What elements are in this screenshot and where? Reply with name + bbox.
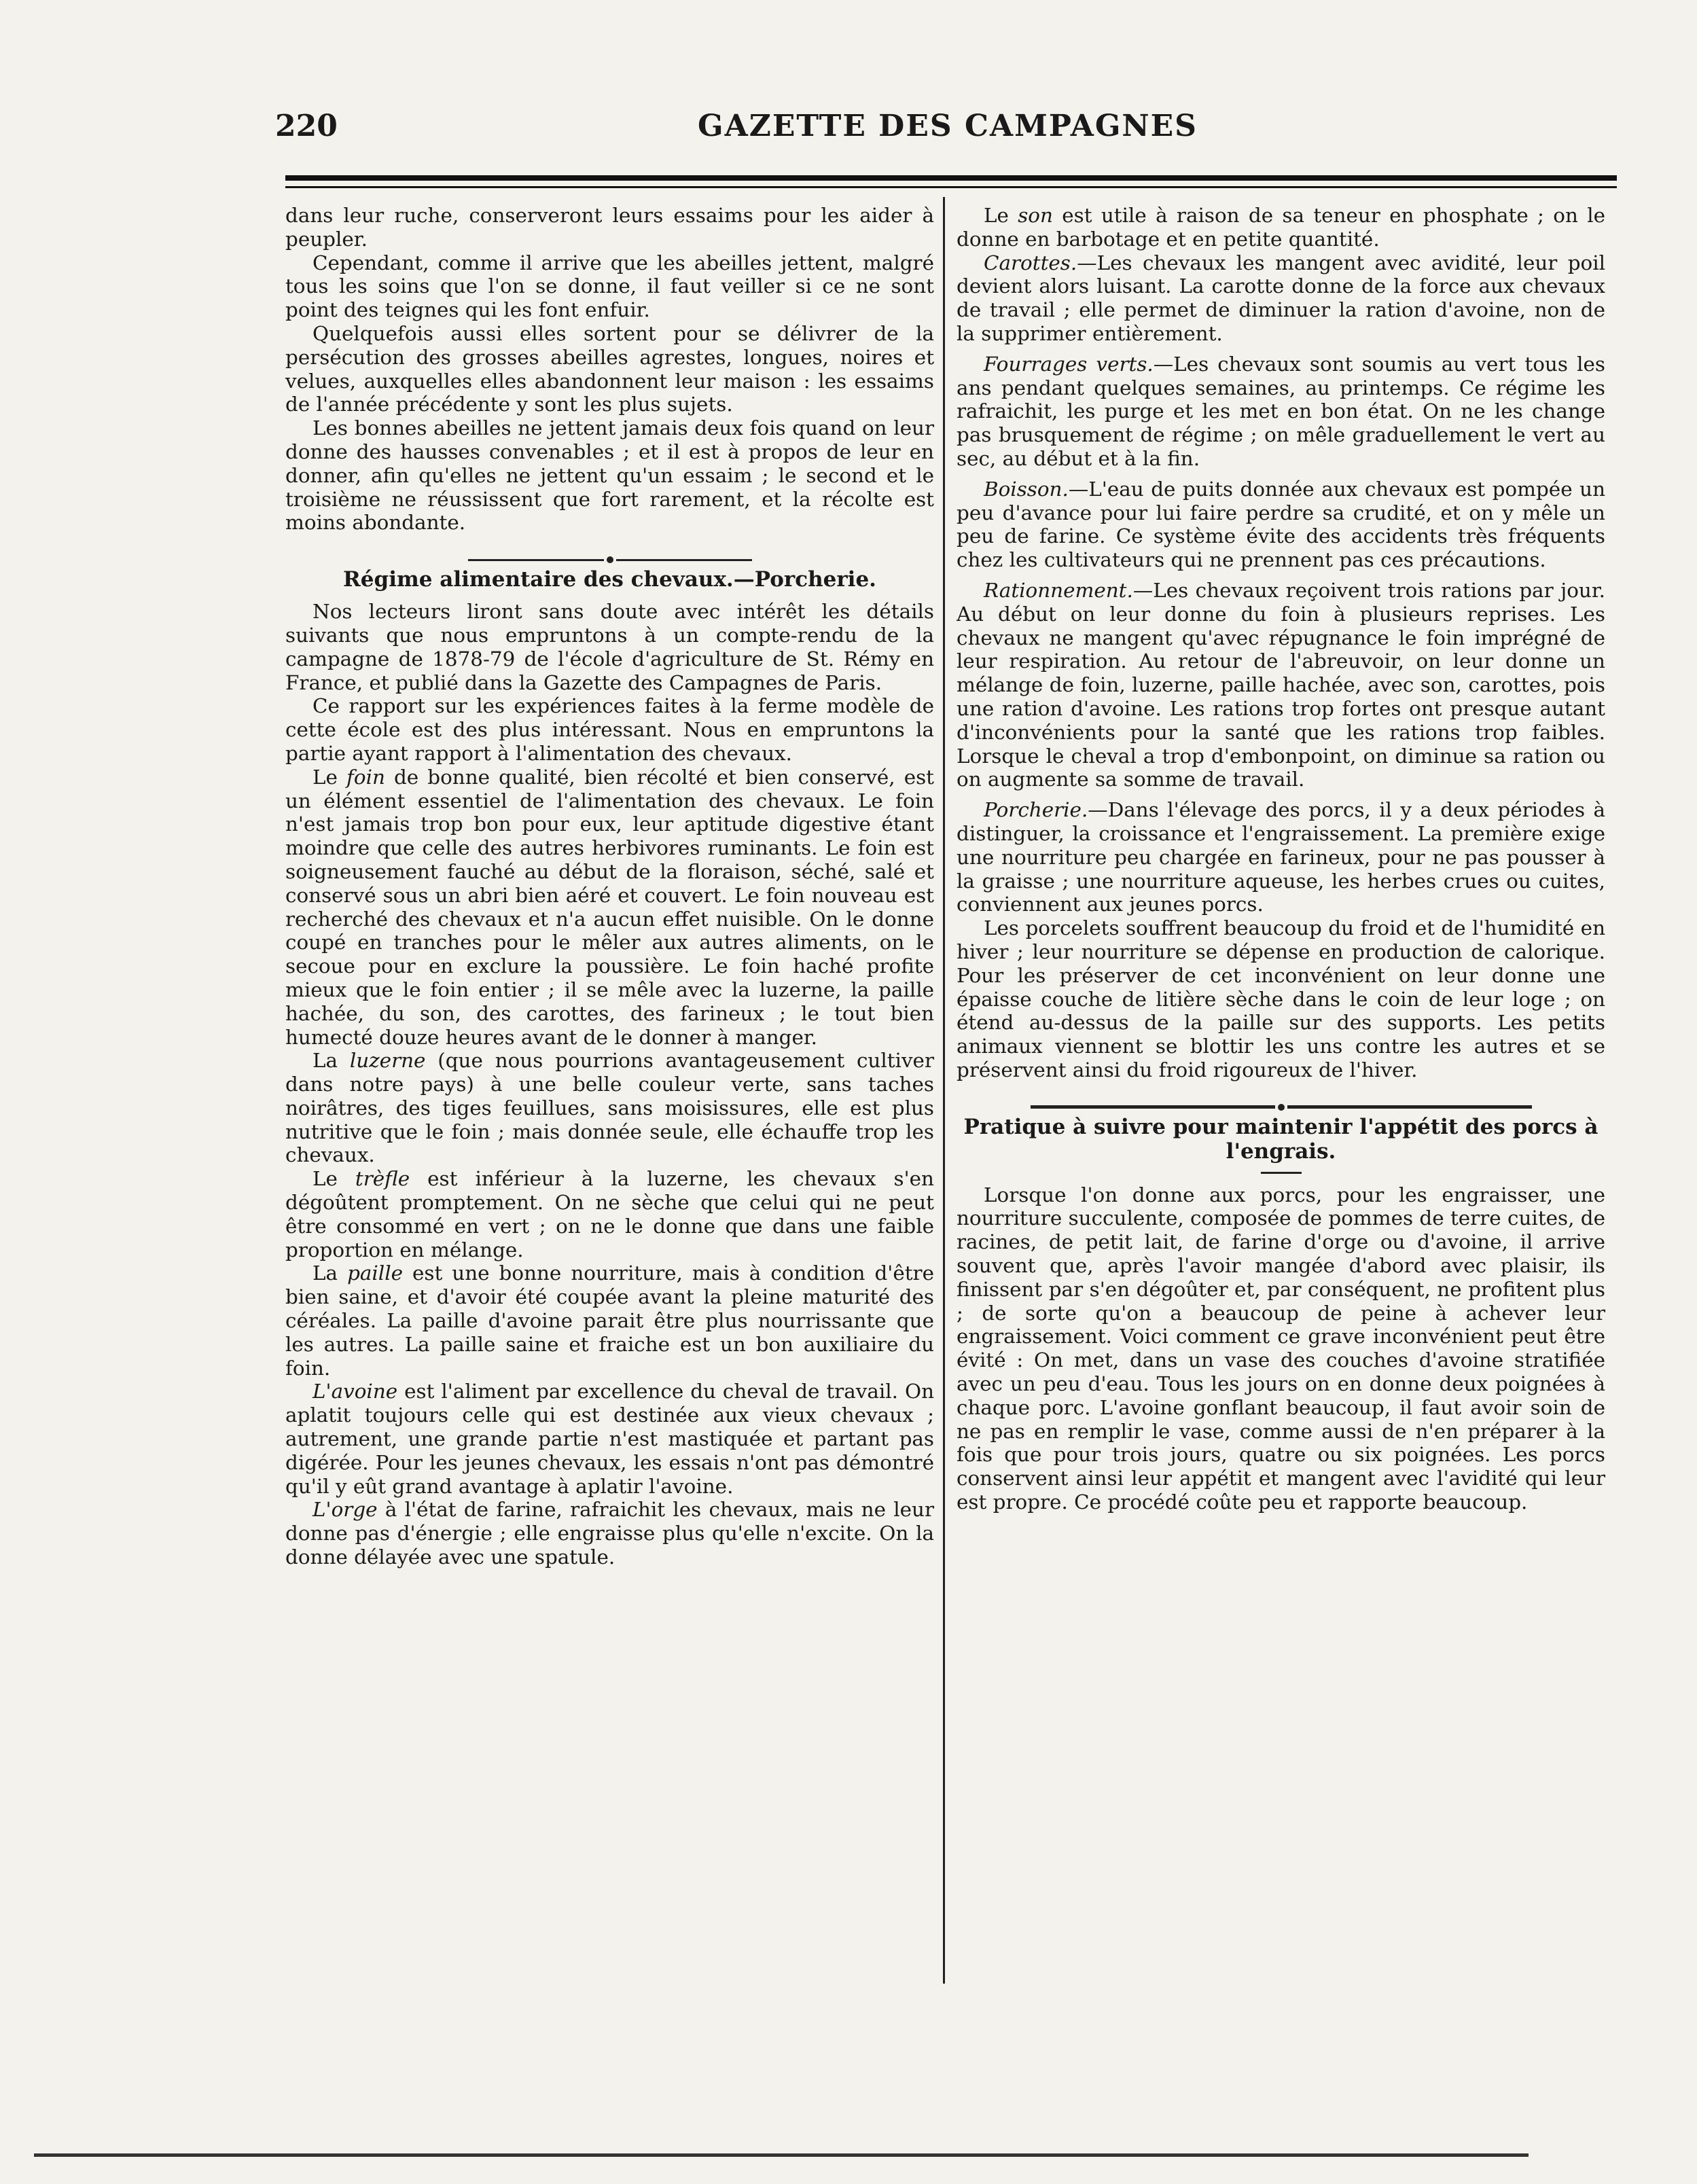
paragraph: Carottes.—Les chevaux les mangent avec avidité, leur poil devient alors luisant. La carotte donne de la force aux chevaux de travail ; elle permet de diminuer la ration d'avoine, non de la supprimer entièrement. [957,251,1605,345]
column-divider [943,197,945,1984]
paragraph: Nos lecteurs liront sans doute avec intérêt les détails suivants que nous empruntons à un compte-rendu de la campagne de 1878-79 de l'école d'agriculture de St. Rémy en France, et publié dans la Gazette des Campagnes de Paris. [285,600,934,694]
paragraph: Fourrages verts.—Les chevaux sont soumis au vert tous les ans pendant quelques semaines, au printemps. Ce régime les rafraichit, les purge et les met en bon état. On ne les change pas brusquement de régime ; on mêle graduellement le vert au sec, au début et à la fin. [957,352,1605,470]
header-rule-thin [285,186,1617,188]
term: Rationnement. [984,578,1133,602]
paragraph: La paille est une bonne nourriture, mais à condition d'être bien saine, et d'avoir été coupée avant la pleine maturité des céréales. La paille d'avoine parait être plus nourrissante que les autres. La paille saine et fraiche est un bon auxiliaire du foin. [285,1261,935,1380]
section-heading: Régime alimentaire des chevaux.—Porcherie. [343,567,876,592]
paragraph: Porcherie.—Dans l'élevage des porcs, il y a deux périodes à distinguer, la croissance et l'engraissement. La première exige une nourriture peu chargée en farineux, pour ne pas pousser à la graisse ; une nourriture aqueuse, les herbes crues ou cuites, conviennent aux jeunes porcs. [957,798,1605,916]
footer-rule [34,2153,1529,2157]
paragraph: Boisson.—L'eau de puits donnée aux chevaux est pompée un peu d'avance pour lui faire perdre sa crudité, et on y mêle un peu de farine. Ce système évite des accidents très fréquents chez les cultivateurs qui ne prennent pas ces précautions. [957,477,1605,572]
paragraph: Les bonnes abeilles ne jettent jamais deux fois quand on leur donne des hausses convenables ; et il est à propos de leur en donner, afin qu'elles ne jettent qu'un essaim ; le second et le troisième ne réussissent que fort rarement, et la récolte est moins abondante. [285,416,934,535]
term: paille [347,1261,403,1285]
heading-rule [1261,1172,1302,1174]
term: luzerne [349,1049,426,1073]
paragraph: Le son est utile à raison de sa teneur en phosphate ; on le donne en barbotage et en petite quantité. [957,204,1605,251]
paragraph: Le foin de bonne qualité, bien récolté et bien conservé, est un élément essentiel de l'alimentation des chevaux. Le foin n'est jamais trop bon pour eux, leur aptitude digestive étant moindre que celle des autres herbivores ruminants. Le foin est soigneusement fauché au début de la floraison, séché, salé et conservé sous un abri bien aéré et couvert. Le foin nouveau est recherché des chevaux et n'a aucun effet nuisible. On le donne coupé en tranches pour le mêler aux autres aliments, on le secoue pour en exclure la poussière. Le foin haché profite mieux que le foin entier ; il se mêle avec la luzerne, la paille hachée, du son, des carottes, des farineux ; le tout bien humecté douze heures avant de le donner à manger. [285,765,934,1049]
page-header [275,109,1620,156]
paragraph: Cependant, comme il arrive que les abeilles jettent, malgré tous les soins que l'on se donne, il faut veiller si ce ne sont point des teignes qui les font enfuir. [285,251,934,322]
term: L'avoine [312,1380,398,1403]
paragraph: La luzerne (que nous pourrions avantageusement cultiver dans notre pays) à une belle couleur verte, sans taches noirâtres, des tiges feuillues, sans moisissures, elle est plus nutritive que le foin ; mais donnée seule, elle échauffe trop les chevaux. [285,1049,934,1167]
section-heading: Pratique à suivre pour maintenir l'appétit des porcs à l'engrais. [963,1114,1598,1164]
section-separator [285,547,934,554]
page-number: 220 [275,109,338,143]
paragraph: Lorsque l'on donne aux porcs, pour les engraisser, une nourriture succulente, composée de pommes de terre cuites, de racines, de petit lait, de farine d'orge ou d'avoine, il arrive souvent que, après l'avoir mangée d'abord avec plaisir, ils finissent par s'en dégoûter et, par conséquent, ne profitent plus ; de sorte qu'on a beaucoup de peine à achever leur engraissement. Voici comment ce grave inconvénient peut être évité : On met, dans un vase des couches d'avoine stratifiée avec un peu d'eau. Tous les jours on en donne deux poignées à chaque porc. L'avoine gonflant beaucoup, il faut avoir soin de ne pas en remplir le vase, comme aussi de n'en préparer à la fois que pour trois jours, quatre ou six poignées. Les porcs conservent ainsi leur appétit et mangent avec l'avidité qui leur est propre. Ce procédé coûte peu et rapporte beaucoup. [957,1183,1605,1514]
paragraph: Le trèfle est inférieur à la luzerne, les chevaux s'en dégoûtent promptement. On ne sèche que celui qui ne peut être consommé en vert ; on ne le donne que dans une faible proportion en mélange. [285,1167,934,1261]
term: foin [346,765,385,789]
paragraph: Ce rapport sur les expériences faites à la ferme modèle de cette école est des plus intéressant. Nous en empruntons la partie ayant rapport à l'alimentation des chevaux. [285,694,934,765]
right-column [957,204,1605,1514]
paragraph: L'orge à l'état de farine, rafraichit les chevaux, mais ne leur donne pas d'énergie ; elle engraisse plus qu'elle n'excite. On la donne délayée avec une spatule. [285,1498,934,1569]
term: son [1018,204,1053,227]
paragraph: Les porcelets souffrent beaucoup du froid et de l'humidité en hiver ; leur nourriture se dépense en production de calorique. Pour les préserver de cet inconvénient on leur donne une épaisse couche de litière sèche dans le coin de leur loge ; on étend au-dessus de la paille sur des supports. Les petits animaux viennent se blottir les uns contre les autres et se préservent ainsi du froid rigoureux de l'hiver. [957,916,1605,1081]
term: Fourrages verts. [984,352,1154,376]
header-rule [285,175,1617,181]
section-separator [957,1094,1605,1101]
term: Boisson. [984,477,1069,501]
term: trèfle [355,1167,410,1191]
paragraph: dans leur ruche, conserveront leurs essaims pour les aider à peupler. [285,204,934,251]
masthead-title: GAZETTE DES CAMPAGNES [698,109,1198,143]
paragraph: Rationnement.—Les chevaux reçoivent trois rations par jour. Au début on leur donne du foin à plusieurs reprises. Les chevaux ne mangent qu'avec répugnance le foin imprégné de leur respiration. Au retour de l'abreuvoir, on leur donne un mélange de foin, luzerne, paille hachée, avec son, carottes, pois une ration d'avoine. Les rations trop fortes ont presque autant d'inconvénients pour la santé que les rations trop faibles. Lorsque le cheval a trop d'embonpoint, on diminue sa ration ou on augmente sa somme de travail. [957,578,1605,791]
term: Carottes. [984,251,1077,274]
paragraph: Quelquefois aussi elles sortent pour se délivrer de la persécution des grosses abeilles agrestes, longues, noires et velues, auxquelles elles abandonnent leur maison : les essaims de l'année précédente y sont les plus sujets. [285,321,934,416]
left-column [285,204,934,1569]
term: Porcherie. [984,798,1088,822]
term: L'orge [312,1498,378,1522]
paragraph: L'avoine est l'aliment par excellence du cheval de travail. On aplatit toujours celle qui est destinée aux vieux chevaux ; autrement, une grande partie n'est mastiquée et partant pas digérée. Pour les jeunes chevaux, les essais n'ont pas démontré qu'il y eût grand avantage à aplatir l'avoine. [285,1380,934,1498]
